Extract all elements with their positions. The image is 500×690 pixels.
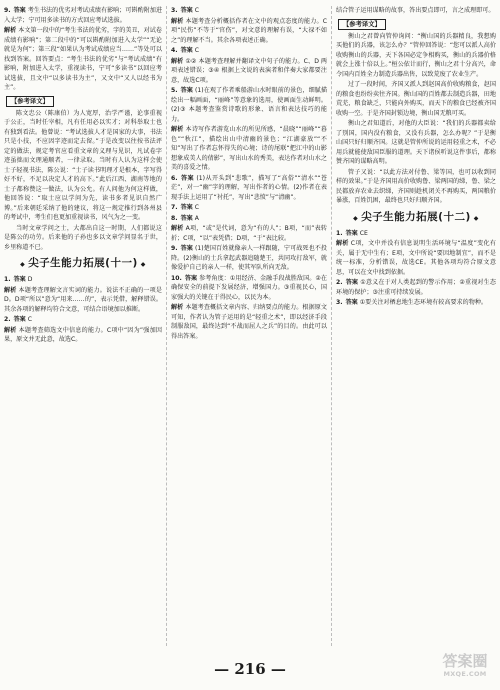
watermark-url: MXQE.COM bbox=[443, 670, 487, 678]
answer-item bbox=[336, 229, 496, 239]
answer-item bbox=[171, 17, 327, 46]
ornament-icon: ◆ bbox=[140, 261, 146, 268]
text-paragraph bbox=[336, 80, 496, 118]
item-label: 解析 bbox=[171, 126, 184, 133]
answer-tag: 答案 bbox=[180, 7, 193, 14]
item-text: 过了一段时间，齐国又派人到赵国高价收购粮食，赵国的粮食也纷纷卖往齐国。衡山国的百姓都去制造兵器，田地荒芜，粮食缺乏，只能向外购买，而天下的粮食已经被齐国收购一空。于是齐国封锁边境，衡山国无粮可买。 bbox=[336, 81, 496, 117]
item-text: 管子又说：“以此方法对付鲁、梁等国，也可以收到同样的效果。”于是齐国用高价收购鲁、梁两国的绨，鲁、梁之民都放弃农业去织绨，齐国则趁机闭关不再购买，两国粮价暴涨，百姓饥困，最终也只好归顺齐国。 bbox=[336, 168, 496, 204]
item-label: 6. bbox=[171, 174, 178, 182]
answer-item bbox=[4, 326, 162, 345]
answer-item bbox=[4, 286, 162, 315]
text-paragraph bbox=[336, 6, 496, 16]
item-text: 参考角度：①用经济、金融手段战胜敌国。②在确保安全的前提下发展经济，增强国力。③重视民心，国家强大的关键在于得民心，以民为本。 bbox=[171, 274, 327, 301]
text-paragraph bbox=[4, 109, 162, 223]
item-text: (1)在观了作者乘船游山水时眼前的景色，细腻描绘出一幅画面，“丽峰”等意象的选用，使画面生动鲜明。(2)③ 本题考查鉴赏诗歌的形象、语言和表达技巧的能力。 bbox=[171, 87, 327, 123]
item-text: 本题考查概括文章内容、归纳要点的能力。根据原文可知，作者认为管子运用的是“轻重之术”，即以经济手段制服敌国，最终达到“不战而屈人之兵”的目的。由此可以得出答案。 bbox=[171, 304, 327, 340]
section-heading bbox=[336, 211, 496, 225]
answer-item bbox=[171, 274, 327, 303]
answer-item bbox=[171, 224, 327, 243]
item-label: 解析 bbox=[171, 57, 184, 65]
item-label: 3. bbox=[336, 299, 343, 306]
item-label: 解析 bbox=[171, 17, 184, 25]
answer-item bbox=[336, 239, 496, 277]
item-text: 衡山之君曾向管仲询问：“衡山国的兵器精良，我想购买他们的兵器，该怎么办？”管仲回答说：“您可以派人高价收购衡山的兵器，天下各国必定争相购买，衡山的兵器价格就会上涨十倍以上。”桓公依计而行，衡山之君十分高兴，命令国内百姓全力制造兵器出售，以致荒废了农业生产。 bbox=[336, 32, 496, 78]
item-text: 陈文忠公（陈康伯）为人宽厚，治学严谨，论事重视于公正，当时任宰相，凡有任用必以实才；对科举取士也有独到看法。他曾说：“考试选拔人才是国家的大事，书法只是小技，不应因字迹而定去留。”于是改变以往按书法评定的做法，规定考官应看重文章的义理与见识，凡试卷字迹虽拙而文理通顺者，一律录取。当时有人认为这样会使士子轻视书法，陈公说：“士子读书明理才是根本，字写得好不好，不足以决定人才的高下。”此后江西、湖南等地的士子都称赞这一做法，认为公允。有人问他为何这样做，他回答说：“取士应以学问为先，读书多者见识自然广博。”后来朝廷采纳了他的建议，将这一规定推行到各州县的考试中，考生们也更加重视读书，风气为之一变。 bbox=[4, 109, 162, 221]
item-label: 1. bbox=[336, 229, 343, 237]
section-title: 尖子生能力拓展(十一) bbox=[28, 257, 138, 269]
item-text: (1)楚国百姓就像亲人一样跟随，宁可战死也不投降。(2)衡山的士兵拿起武器追随楚王，共同攻打敌军，就像爱护自己的亲人一样，使其军队所向无敌。 bbox=[171, 245, 327, 271]
section-title: 尖子生能力拓展(十二) bbox=[361, 210, 471, 223]
answer-item bbox=[336, 278, 496, 297]
page-number: — 216 — bbox=[214, 660, 286, 678]
item-label: 9. bbox=[171, 245, 178, 252]
answer-tag: 答案 bbox=[180, 174, 195, 182]
item-text: A项，“或”是代词，意为“有的人”；B项，“而”表转折；C项，“以”表凭借；D项，“于”表比较。 bbox=[171, 225, 327, 242]
item-text: 本文第一段中的“考生书法的优劣，字的美丑，对试卷成绩有影响”；第二段中的“可以斟酌附加进入太学”“无论就是为何”；第三段“如果认为考试成绩应当……”等处可以找到答案。回答要点：“考生书法的优劣”与“考试成绩”有影响，附加进入太学，重视读书，宁可“多读书”以回应考试选拔，且文中“以多读书为主”，又文中“又人以经书为主”。 bbox=[4, 27, 162, 91]
item-label: 1. bbox=[4, 276, 11, 283]
item-text: 衡山之君知道后，对他的大臣说：“我们的兵器都卖给了别国，国内没有粮食，又没有兵器，怎么办呢？”于是衡山国只好归顺齐国。这就是管仲所说的运用轻重之术，不必用兵就能使敌国臣服的道理。天下诸侯听说这件事后，都称赞齐国的谋略高明。 bbox=[336, 120, 496, 165]
item-label: 9. bbox=[4, 7, 11, 14]
item-label: 2. bbox=[336, 279, 343, 286]
answer-item bbox=[171, 86, 327, 124]
item-label: 解析 bbox=[4, 286, 17, 294]
item-text: C项，文中并没有信息说明生活环境与“温度”变化有关，属于无中生有；E项，文中所说“要因地制宜”，而不是统一标准，分析错误，故选CE。其他各项均符合原文意思，可以在文中找到依据。 bbox=[336, 240, 496, 276]
item-text: 当时文章学问之士，大都出自这一时期，人们都说这是陈公的功劳。后来他的子孙也多以文章学问显名于世，乡里称道不已。 bbox=[4, 224, 162, 251]
answer-tag: 答案 bbox=[13, 276, 26, 283]
answer-item bbox=[4, 315, 162, 325]
reference-header bbox=[4, 94, 162, 109]
answer-tag: 答案 bbox=[180, 204, 193, 211]
item-text: (1)从开头到“悲歌”，描写了“高俗”“清水”“苍茫”，对一“幽”字的理解，写出作者的心情。(2)作者在表现手法上运用了“衬托”，写出“悲愤”与“清幽”。 bbox=[171, 174, 327, 201]
answer-item bbox=[171, 203, 327, 213]
answer-item bbox=[171, 6, 327, 16]
item-text: 本诗写作者游览山水的所见所感，“晨晓”“丽峰”“暮色”“秋江”，描绘出山中清幽的景色；“江湖豪放”“不知”写出了作者忘怀得失的心境；诗的尾联“把江中的山影想象成美人的倩影”，写出山水的秀美，表达作者对山水之美的喜爱之情。 bbox=[171, 126, 327, 171]
column-divider bbox=[331, 6, 332, 646]
item-text: 本题考查筛选文中信息的能力。C项中“因为”强加因果，原文并无此意，故选C。 bbox=[4, 326, 162, 343]
text-paragraph bbox=[336, 32, 496, 80]
item-label: 解析 bbox=[4, 326, 17, 334]
answer-item bbox=[4, 275, 162, 285]
reference-header bbox=[336, 17, 496, 32]
answer-tag: 答案 bbox=[345, 229, 358, 237]
answer-item bbox=[171, 303, 327, 341]
answer-item bbox=[171, 57, 327, 86]
item-text: ①② 本题考查理解并翻译文中句子的能力。C、D 两项表述错误；③④ 根据上文说的表演者和伴奏大家都要注意，故选C项。 bbox=[171, 57, 327, 84]
watermark-logo bbox=[436, 652, 494, 684]
item-text: A bbox=[194, 214, 199, 222]
answer-item bbox=[336, 298, 496, 308]
item-label: 2. bbox=[4, 316, 11, 323]
answer-tag: 答案 bbox=[184, 274, 198, 282]
answer-item bbox=[4, 6, 162, 25]
item-label: 8. bbox=[171, 214, 178, 222]
item-text: 结合管子运用谋略的故事，答出要点即可，言之成理即可。 bbox=[336, 7, 495, 14]
column-left bbox=[4, 6, 162, 646]
watermark-text: 答案圈 bbox=[442, 652, 488, 670]
column-divider bbox=[166, 6, 167, 646]
item-text: ①意义在于对人类起到的警示作用；②重视对生态环境的保护；③注重可持续发展。 bbox=[336, 279, 496, 296]
ornament-icon: ◆ bbox=[353, 214, 359, 222]
answer-item bbox=[171, 244, 327, 273]
item-text: C bbox=[194, 47, 199, 54]
item-label: 4. bbox=[171, 47, 178, 54]
answer-tag: 答案 bbox=[13, 316, 26, 323]
text-paragraph bbox=[336, 119, 496, 167]
ornament-icon: ◆ bbox=[473, 214, 479, 222]
answer-tag: 答案 bbox=[13, 7, 26, 14]
answer-tag: 答案 bbox=[345, 279, 359, 286]
answer-item bbox=[171, 174, 327, 203]
item-text: C bbox=[194, 7, 199, 14]
answer-tag: 答案 bbox=[345, 299, 358, 306]
item-label: 5. bbox=[171, 87, 178, 94]
answer-item bbox=[171, 214, 327, 224]
answer-item bbox=[4, 26, 162, 93]
item-label: 10. bbox=[171, 274, 182, 282]
item-text: D bbox=[27, 276, 33, 283]
answer-tag: 答案 bbox=[180, 47, 193, 54]
item-label: 解析 bbox=[171, 225, 184, 232]
item-text: C bbox=[27, 316, 32, 323]
text-paragraph bbox=[4, 224, 162, 253]
answer-item bbox=[171, 46, 327, 56]
column-right bbox=[336, 6, 496, 646]
answer-tag: 答案 bbox=[180, 245, 193, 252]
answer-tag: 答案 bbox=[180, 214, 193, 222]
answer-tag: 答案 bbox=[180, 87, 193, 94]
item-text: C bbox=[194, 204, 199, 211]
item-text: 本题考查理解文言实词的能力。说法不正确的一项是D。D项“所以”意为“用来……的”，表示凭借，解释错误。其余各项的解释均符合文意，可结合语境加以推断。 bbox=[4, 286, 162, 313]
item-label: 3. bbox=[171, 7, 178, 14]
item-label: 7. bbox=[171, 204, 178, 211]
item-text: 考生书法的优劣对考试成绩有影响；可斟酌附加进入太学；宁可用多读书的方式回应考试选拔。 bbox=[4, 7, 162, 24]
item-label: 解析 bbox=[171, 304, 184, 311]
item-text: 本题考查分析概括作者在文中的观点态度的能力。C项“民伤”不等于“官伤”，对文意的理解有误，“大禄不如之”的理解不当。其余各项表述正确。 bbox=[171, 17, 327, 44]
column-middle bbox=[171, 6, 327, 646]
section-heading bbox=[4, 257, 162, 271]
ornament-icon: ◆ bbox=[20, 261, 26, 268]
text-paragraph bbox=[336, 168, 496, 206]
item-text: ①要关注对栖息地生态环境有较高要求的物种。 bbox=[359, 299, 488, 306]
reference-translation-label: 【参考译文】 bbox=[6, 96, 54, 107]
item-label: 解析 bbox=[4, 27, 17, 34]
reference-translation-label: 【参考译文】 bbox=[338, 19, 386, 30]
item-text: CE bbox=[359, 229, 368, 237]
item-label: 解析 bbox=[336, 240, 349, 247]
answer-item bbox=[171, 125, 327, 173]
